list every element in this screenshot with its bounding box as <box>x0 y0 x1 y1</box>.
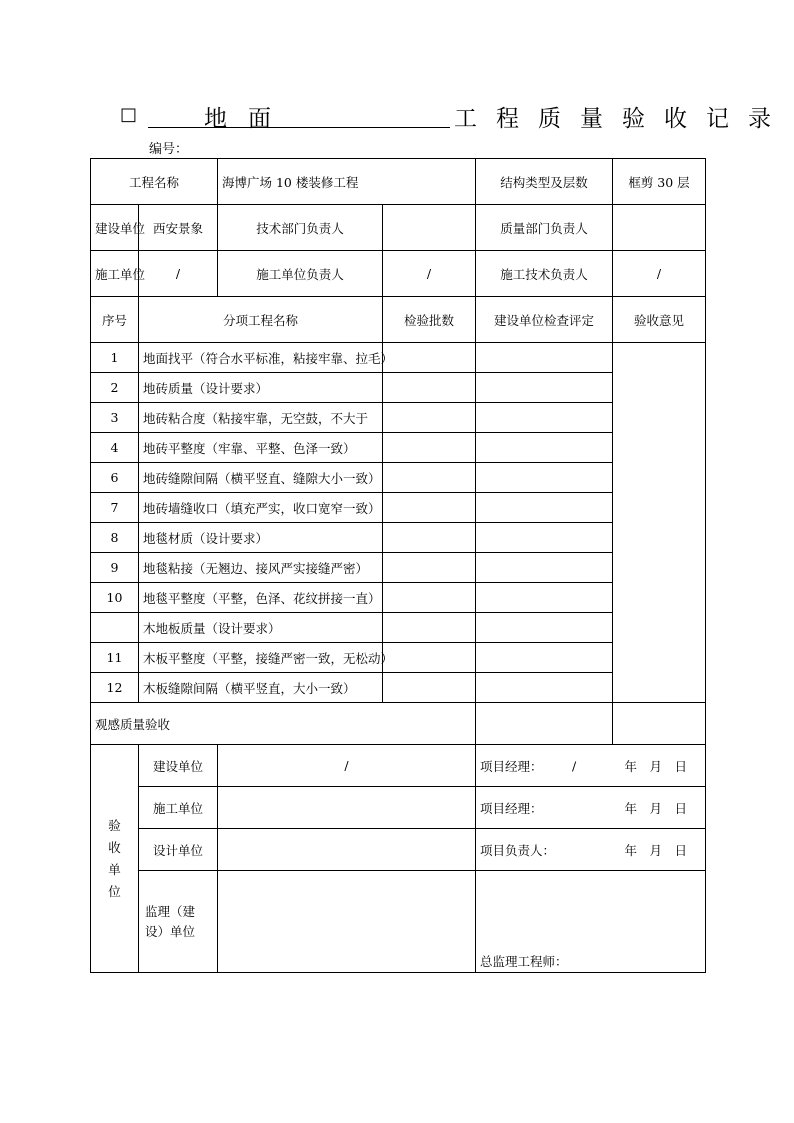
item-owner-eval[interactable] <box>476 343 613 373</box>
contractor-head-value[interactable]: / <box>383 251 476 297</box>
serial-number-label: 编号： <box>149 142 189 157</box>
title-suffix: 工 程 质 量 验 收 记 录 <box>454 106 772 132</box>
item-name: 木地板质量（设计要求） <box>139 613 383 643</box>
item-owner-eval[interactable] <box>476 583 613 613</box>
item-seq <box>91 613 139 643</box>
item-owner-eval[interactable] <box>476 673 613 703</box>
contractor-tech-label: 施工技术负责人 <box>476 251 613 297</box>
acceptance-supervisor-value[interactable] <box>218 871 476 973</box>
item-opinion[interactable] <box>613 343 706 703</box>
item-batches[interactable] <box>383 613 476 643</box>
item-name: 地砖平整度（牢靠、平整、色泽一致） <box>139 433 383 463</box>
item-name: 地砖墙缝收口（填充严实，收口宽窄一致） <box>139 493 383 523</box>
column-header-row <box>91 297 706 343</box>
supervisor-sign-label: 总监理工程师： <box>480 954 568 969</box>
item-owner-eval[interactable] <box>476 523 613 553</box>
contractor-head-label: 施工单位负责人 <box>218 251 383 297</box>
contractor-sign-cell[interactable] <box>476 787 706 829</box>
item-owner-eval[interactable] <box>476 463 613 493</box>
contractor-sign-label: 项目经理： <box>480 800 543 816</box>
item-batches[interactable] <box>383 463 476 493</box>
item-owner-eval[interactable] <box>476 493 613 523</box>
project-row <box>91 159 706 205</box>
contractor-value[interactable]: / <box>139 251 218 297</box>
structure-label: 结构类型及层数 <box>476 159 613 205</box>
acceptance-owner-row <box>91 745 706 787</box>
item-name: 地面找平（符合水平标准，粘接牢靠、拉毛） <box>139 343 383 373</box>
item-name: 地毯粘接（无翘边、接风严实接缝严密） <box>139 553 383 583</box>
owner-sign-label: 项目经理： <box>480 758 543 774</box>
item-seq: 12 <box>91 673 139 703</box>
title-underline <box>148 127 450 128</box>
design-sign-label: 项目负责人： <box>480 842 556 858</box>
item-batches[interactable] <box>383 673 476 703</box>
acceptance-design-value[interactable] <box>218 829 476 871</box>
checkbox-icon: □ <box>120 104 139 125</box>
owner-sign-date: 年 月 日 <box>624 758 688 774</box>
acceptance-contractor-value[interactable] <box>218 787 476 829</box>
owner-sign-cell[interactable] <box>476 745 706 787</box>
col-seq: 序号 <box>91 297 139 343</box>
col-opinion: 验收意见 <box>613 297 706 343</box>
acceptance-owner-value[interactable]: / <box>218 745 476 787</box>
item-batches[interactable] <box>383 343 476 373</box>
contractor-tech-value[interactable]: / <box>613 251 706 297</box>
contractor-sign-date: 年 月 日 <box>624 800 688 816</box>
tech-head-value[interactable] <box>383 205 476 251</box>
item-batches[interactable] <box>383 373 476 403</box>
item-owner-eval[interactable] <box>476 373 613 403</box>
item-name: 木板缝隙间隔（横平竖直，大小一致） <box>139 673 383 703</box>
item-seq: 2 <box>91 373 139 403</box>
item-name: 木板平整度（平整，接缝严密一致，无松动） <box>139 643 383 673</box>
contractor-row <box>91 251 706 297</box>
acceptance-supervisor-label: 监理（建设）单位 <box>139 871 218 973</box>
acceptance-contractor-row <box>91 787 706 829</box>
project-name-label: 工程名称 <box>91 159 218 205</box>
visual-check-eval[interactable] <box>476 703 613 745</box>
item-seq: 7 <box>91 493 139 523</box>
form-title <box>120 100 772 134</box>
title-item: 地 面 <box>204 106 272 132</box>
item-batches[interactable] <box>383 553 476 583</box>
acceptance-contractor-label: 施工单位 <box>139 787 218 829</box>
design-sign-date: 年 月 日 <box>624 842 688 858</box>
item-owner-eval[interactable] <box>476 613 613 643</box>
table-row <box>91 343 706 373</box>
item-seq: 4 <box>91 433 139 463</box>
project-name-value[interactable]: 海博广场 10 楼装修工程 <box>218 159 476 205</box>
item-seq: 9 <box>91 553 139 583</box>
acceptance-supervisor-row <box>91 871 706 973</box>
item-name: 地砖粘合度（粘接牢靠，无空鼓，不大于 <box>139 403 383 433</box>
col-item-name: 分项工程名称 <box>139 297 383 343</box>
item-batches[interactable] <box>383 403 476 433</box>
item-name: 地毯材质（设计要求） <box>139 523 383 553</box>
item-seq: 11 <box>91 643 139 673</box>
item-batches[interactable] <box>383 523 476 553</box>
owner-row <box>91 205 706 251</box>
item-batches[interactable] <box>383 433 476 463</box>
acceptance-design-row <box>91 829 706 871</box>
contractor-label: 施工单位 <box>91 251 139 297</box>
item-name: 地砖质量（设计要求） <box>139 373 383 403</box>
visual-check-opinion[interactable] <box>613 703 706 745</box>
col-owner-eval: 建设单位检查评定 <box>476 297 613 343</box>
quality-head-value[interactable] <box>613 205 706 251</box>
item-seq: 6 <box>91 463 139 493</box>
visual-check-row <box>91 703 706 745</box>
tech-head-label: 技术部门负责人 <box>218 205 383 251</box>
visual-check-label: 观感质量验收 <box>91 703 476 745</box>
item-seq: 8 <box>91 523 139 553</box>
acceptance-group-label: 验收单位 <box>91 745 139 973</box>
quality-head-label: 质量部门负责人 <box>476 205 613 251</box>
acceptance-record-table <box>90 158 706 973</box>
item-batches[interactable] <box>383 643 476 673</box>
item-owner-eval[interactable] <box>476 433 613 463</box>
owner-value[interactable]: 西安景象 <box>139 205 218 251</box>
item-batches[interactable] <box>383 583 476 613</box>
item-name: 地毯平整度（平整，色泽、花纹拼接一直） <box>139 583 383 613</box>
item-name: 地砖缝隙间隔（横平竖直、缝隙大小一致） <box>139 463 383 493</box>
owner-label: 建设单位 <box>91 205 139 251</box>
acceptance-owner-label: 建设单位 <box>139 745 218 787</box>
owner-sign-value: / <box>572 758 577 773</box>
acceptance-design-label: 设计单位 <box>139 829 218 871</box>
item-owner-eval[interactable] <box>476 553 613 583</box>
item-owner-eval[interactable] <box>476 403 613 433</box>
item-seq: 10 <box>91 583 139 613</box>
design-sign-cell[interactable] <box>476 829 706 871</box>
item-seq: 1 <box>91 343 139 373</box>
item-owner-eval[interactable] <box>476 643 613 673</box>
supervisor-sign-cell[interactable] <box>476 871 706 973</box>
item-batches[interactable] <box>383 493 476 523</box>
col-batches: 检验批数 <box>383 297 476 343</box>
item-seq: 3 <box>91 403 139 433</box>
structure-value[interactable]: 框剪 30 层 <box>613 159 706 205</box>
